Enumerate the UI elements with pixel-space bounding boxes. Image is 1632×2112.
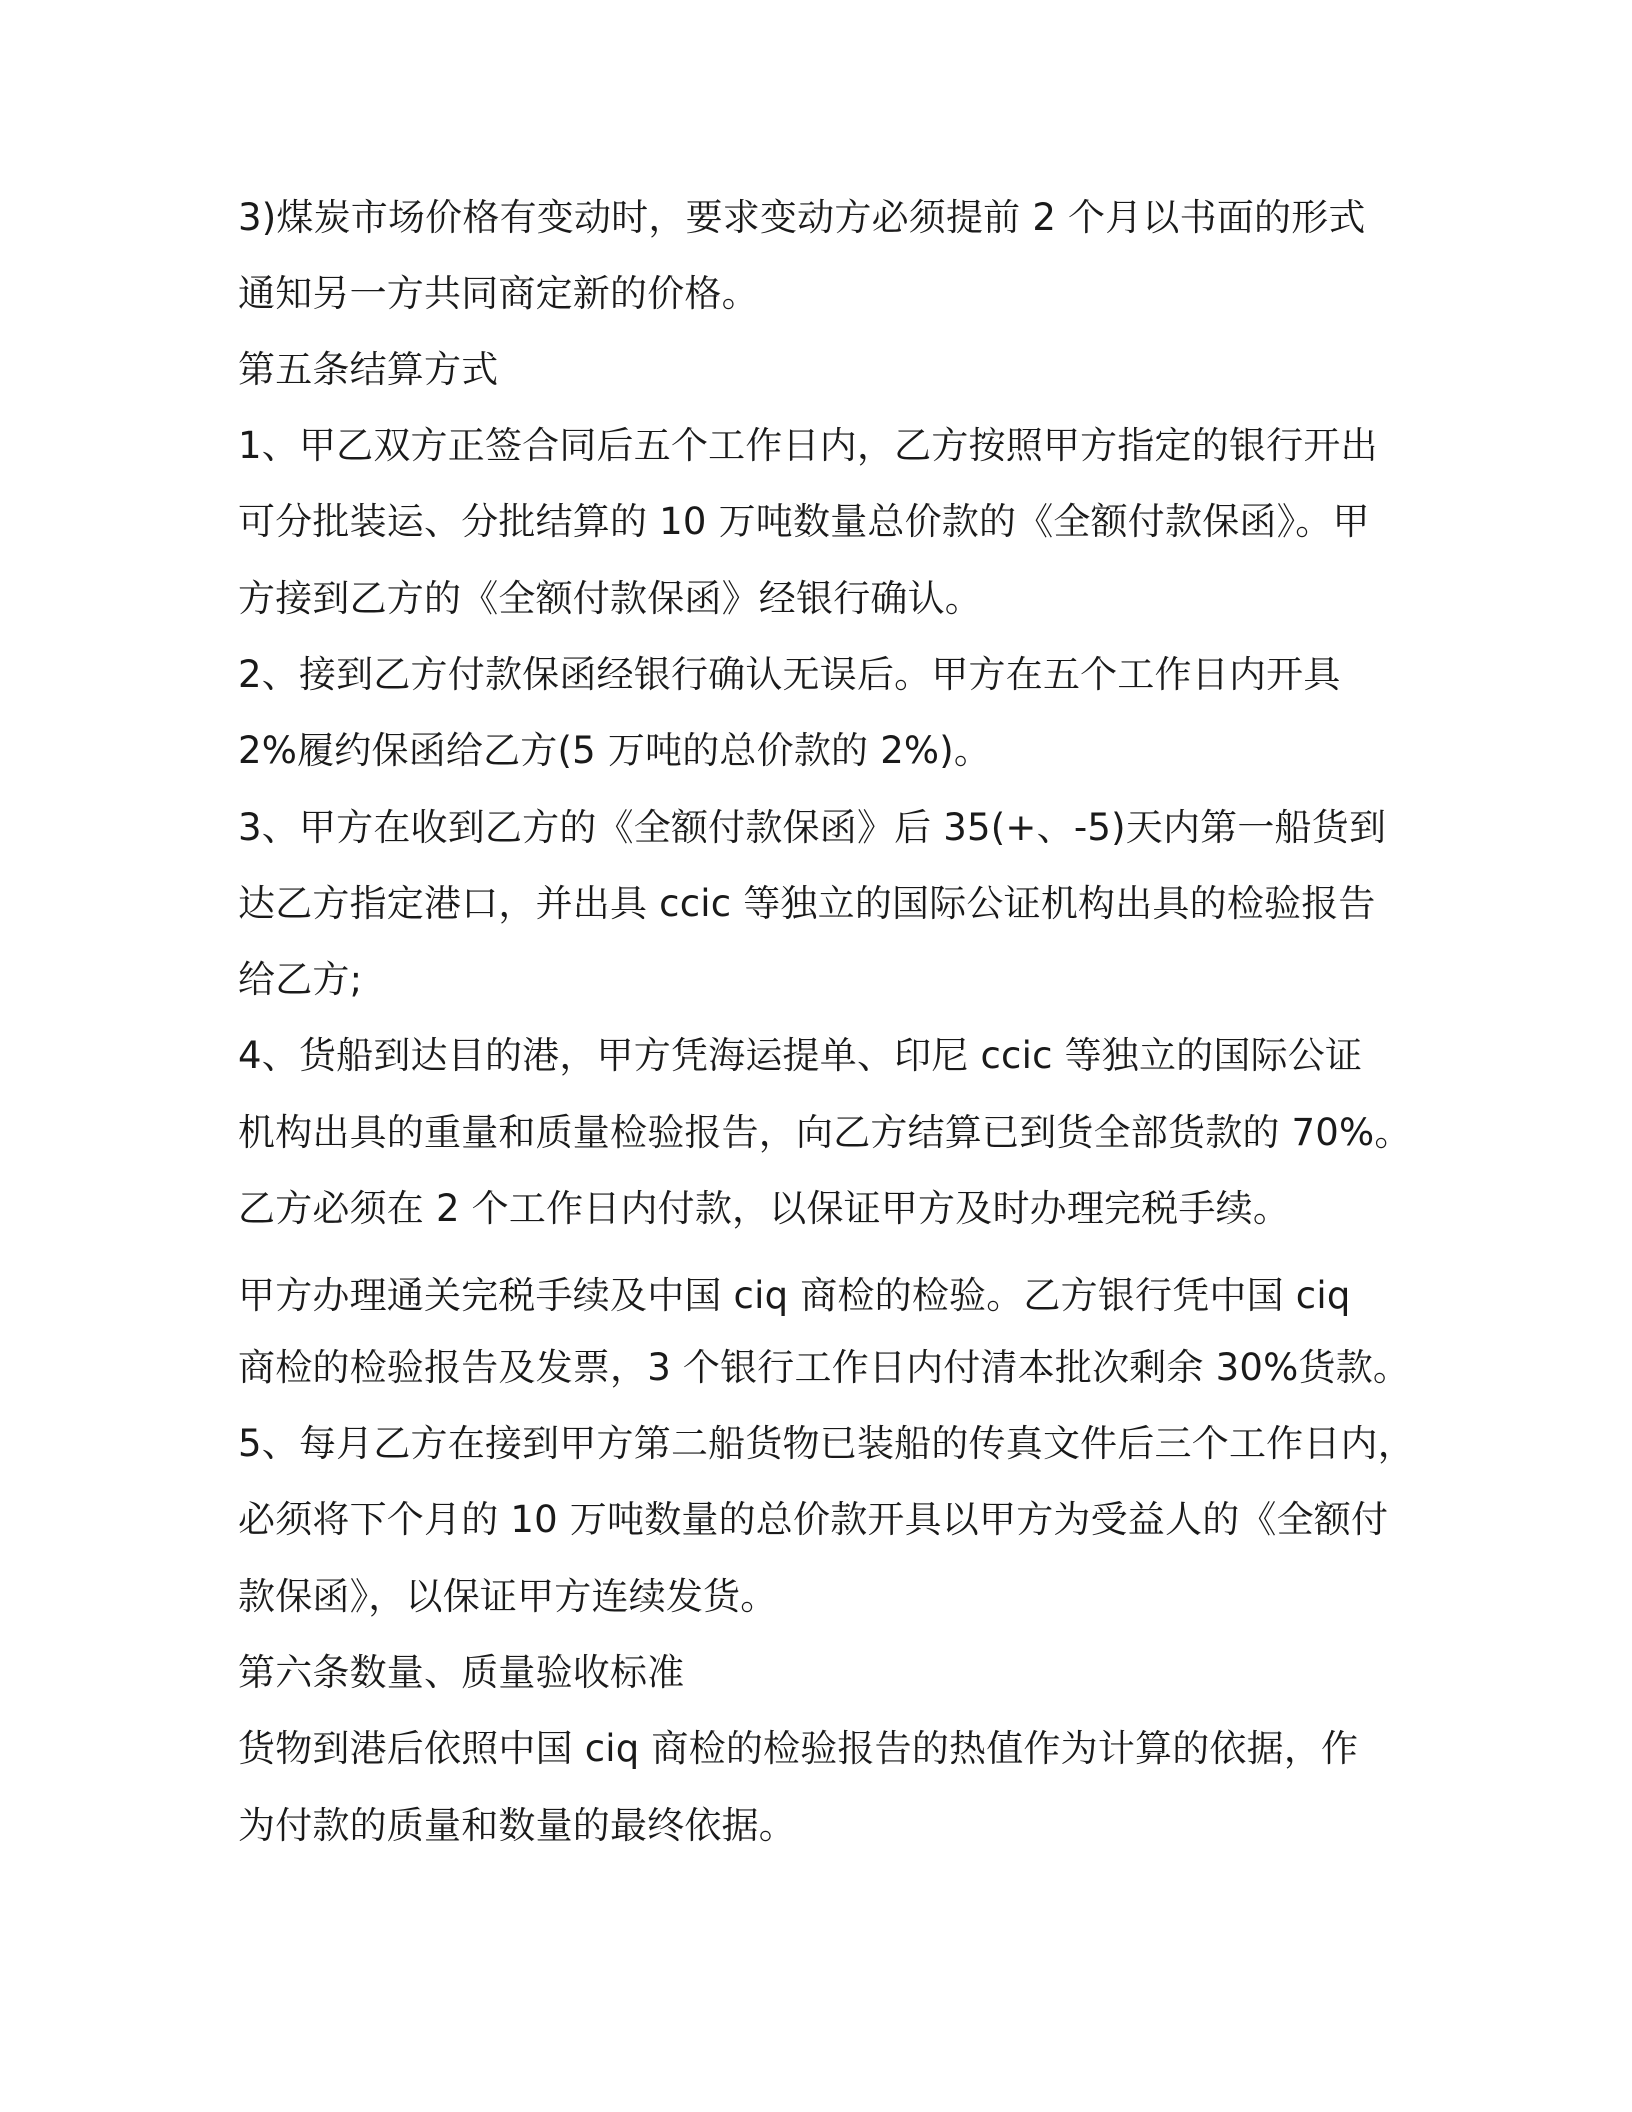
text-line: 达乙方指定港口，并出具 ccic 等独立的国际公证机构出具的检验报告 <box>238 882 1376 925</box>
text-line: 1、甲乙双方正签合同后五个工作日内，乙方按照甲方指定的银行开出 <box>238 424 1378 467</box>
text-line: 为付款的质量和数量的最终依据。 <box>238 1804 796 1847</box>
text-line: 4、货船到达目的港，甲方凭海运提单、印尼 ccic 等独立的国际公证 <box>238 1034 1363 1077</box>
text-line: 甲方办理通关完税手续及中国 ciq 商检的检验。乙方银行凭中国 ciq <box>238 1274 1351 1317</box>
text-line: 3)煤炭市场价格有变动时，要求变动方必须提前 2 个月以书面的形式 <box>238 196 1366 239</box>
text-line: 商检的检验报告及发票，3 个银行工作日内付清本批次剩余 30%货款。 <box>238 1346 1411 1389</box>
text-line: 方接到乙方的《全额付款保函》经银行确认。 <box>238 577 982 620</box>
section-heading: 第六条数量、质量验收标准 <box>238 1651 685 1694</box>
text-line: 给乙方; <box>238 958 363 1001</box>
text-line: 货物到港后依照中国 ciq 商检的检验报告的热值作为计算的依据，作 <box>238 1727 1359 1770</box>
text-line: 5、每月乙方在接到甲方第二船货物已装船的传真文件后三个工作日内， <box>238 1422 1415 1465</box>
text-line: 款保函》，以保证甲方连续发货。 <box>238 1575 778 1618</box>
section-heading: 第五条结算方式 <box>238 348 499 391</box>
text-line: 2、接到乙方付款保函经银行确认无误后。甲方在五个工作日内开具 <box>238 653 1341 696</box>
text-line: 2%履约保函给乙方(5 万吨的总价款的 2%)。 <box>238 729 992 772</box>
text-line: 机构出具的重量和质量检验报告，向乙方结算已到货全部货款的 70%。 <box>238 1111 1412 1154</box>
text-line: 乙方必须在 2 个工作日内付款，以保证甲方及时办理完税手续。 <box>238 1187 1291 1230</box>
text-line: 可分批装运、分批结算的 10 万吨数量总价款的《全额付款保函》。甲 <box>238 500 1370 543</box>
text-line: 3、甲方在收到乙方的《全额付款保函》后 35(+、-5)天内第一船货到 <box>238 806 1387 849</box>
text-line: 通知另一方共同商定新的价格。 <box>238 272 759 315</box>
text-line: 必须将下个月的 10 万吨数量的总价款开具以甲方为受益人的《全额付 <box>238 1498 1389 1541</box>
